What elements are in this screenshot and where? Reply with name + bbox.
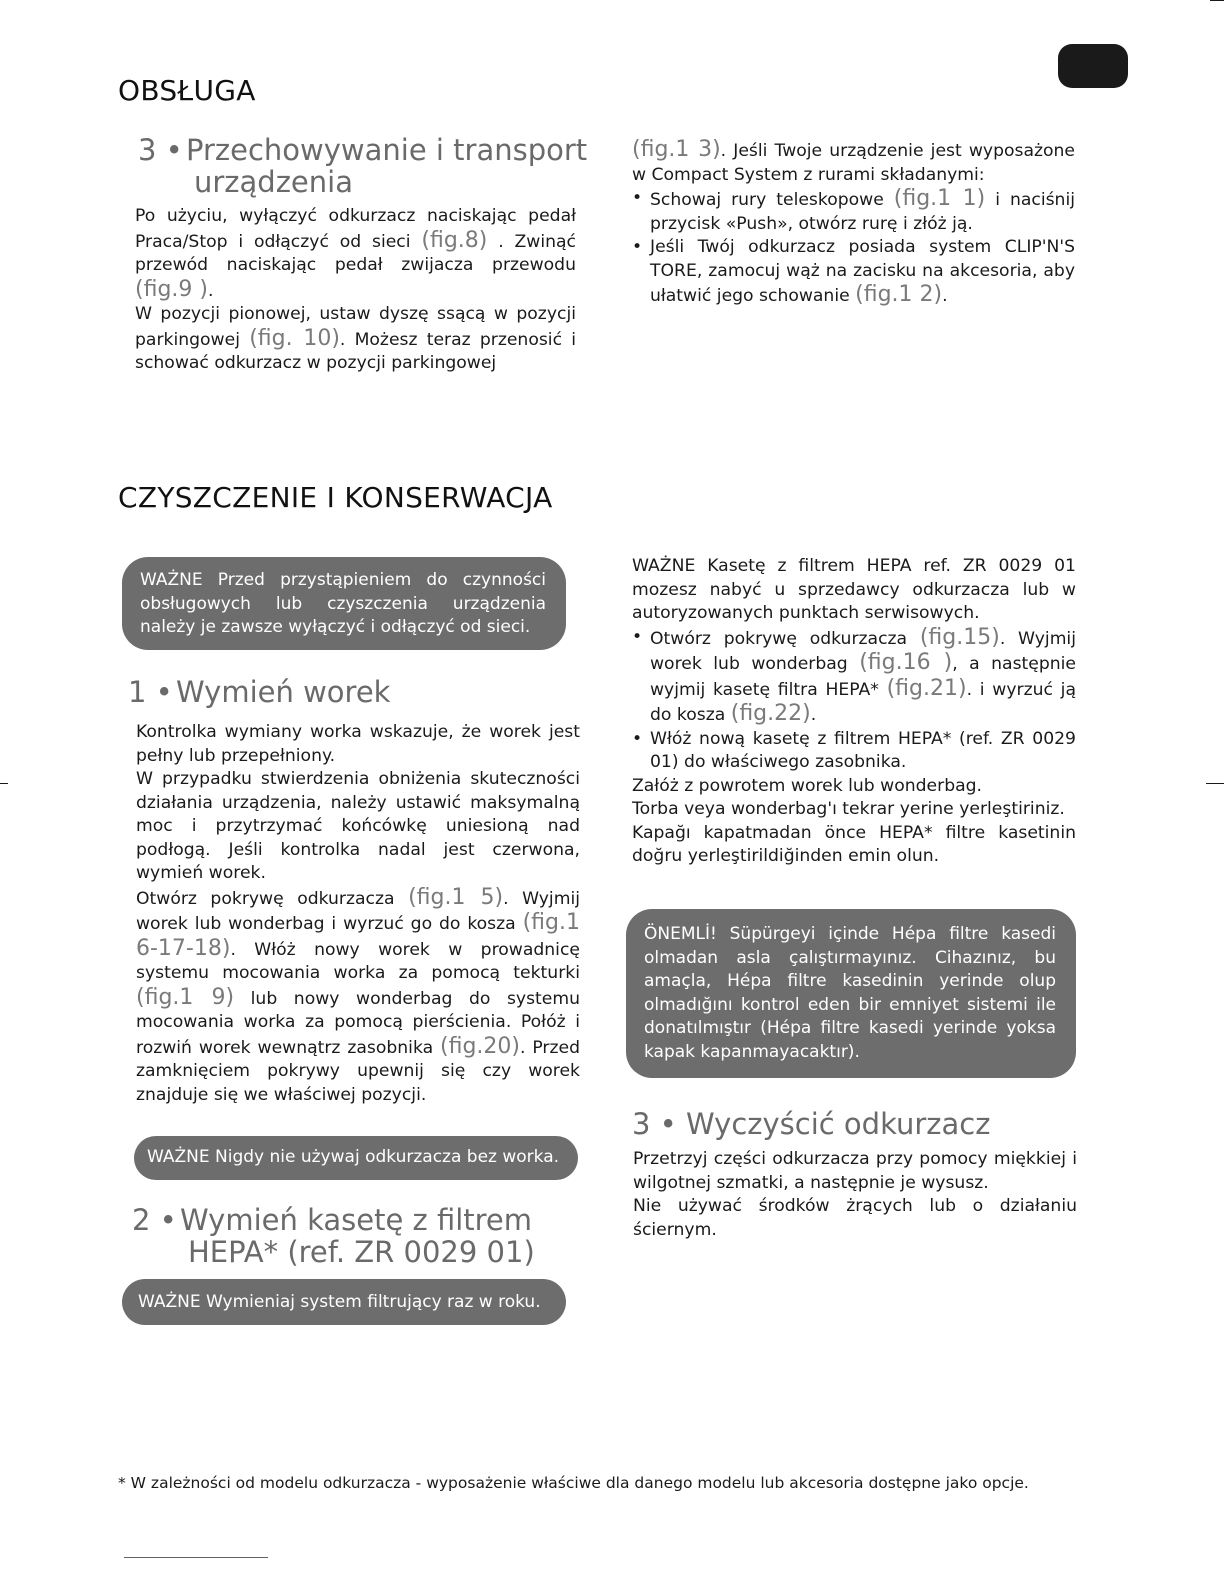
figure-ref: (fig.1 9) [136,984,235,1010]
subsection-title-clean: 3 • Wyczyścić odkurzacz [632,1107,991,1141]
figure-ref: (fig.1 5) [408,884,504,910]
paragraph: Przetrzyj części odkurzacza przy pomocy miękkiej i wilgotnej szmatki, a następnie je wysusz. [633,1149,1077,1193]
figure-ref: (fig.1 3) [632,137,721,162]
figure-ref: (fig.8) [421,227,488,253]
bullet-list [632,626,1076,775]
subsection-number: 2 • [132,1203,177,1237]
clean-text [633,1148,1077,1242]
figure-ref: (fig.1 2) [855,282,943,307]
subsection-title-storage: 3 • Przechowywanie i transport urządzenia [138,133,588,199]
paragraph: W przypadku stwierdzenia obniżenia skuteczności działania urządzenia, należy ustawić maksymalną moc i przytrzymać końcówkę uniesioną nad podłogą. Jeśli kontrolka nadal jest czerwona, wymień worek. [136,769,580,883]
bag-text [136,721,580,1107]
figure-ref: (fig.1 6-17-18) [136,910,580,961]
important-box: WAŻNE Nigdy nie używaj odkurzacza bez worka. [134,1136,578,1180]
paragraph: Torba veya wonderbag'ı tekrar yerine yerleştiriniz. [632,799,1065,819]
paragraph: Nie używać środków żrących lub o działaniu ściernym. [633,1196,1077,1240]
important-box: WAŻNE Wymieniaj system filtrujący raz w roku. [122,1279,566,1325]
list-item: • Schowaj rury teleskopowe (fig.1 1) i naciśnij przycisk «Push», otwórz rurę i złóż ją. [632,187,1075,236]
storage-text-continued [632,138,1075,309]
list-item: • Otwórz pokrywę odkurzacza (fig.15). Wyjmij worek lub wonderbag (fig.16 ), a następnie wyjmij kasetę filtra HEPA* (fig.21). i wyrzuć ją do kosza (fig.22). [632,626,1076,728]
section-title-czyszczenie: CZYSZCZENIE I KONSERWACJA [118,481,553,514]
onemli-box: ÖNEMLİ! Süpürgeyi içinde Hépa filtre kasedi olmadan asla çalıştırmayınız. Cihazınız, bu amaçla, Hépa filtre kasedinin yerinde olup olmadığını kontrol eden bir emniyet sistemi ile donatılmıştır (Hépa filtre kasedi yerinde yoksa kapak kapanmayacaktır). [626,909,1076,1078]
figure-ref: (fig.15) [919,624,1000,650]
language-tab [1058,44,1128,88]
subsection-number: 3 • [138,133,183,167]
subsection-title-bag: 1 • Wymień worek [128,675,391,709]
bullet-list [632,187,1075,309]
figure-ref: (fig.16 ) [859,650,953,675]
figure-ref: (fig.22) [730,701,811,726]
figure-ref: (fig.21) [886,675,967,701]
divider [124,1557,268,1558]
list-item: • Jeśli Twój odkurzacz posiada system CLIP'N'S TORE, zamocuj wąż na zacisku na akcesoria, aby ułatwić jego schowanie (fig.1 2). [632,236,1075,309]
subsection-title-hepa: 2 • Wymień kasetę z filtrem HEPA* (ref. ZR 0029 01) [132,1203,535,1269]
paragraph: Kapağı kapatmadan önce HEPA* filtre kasetinin doğru yerleştirildiğinden emin olun. [632,822,1076,866]
figure-ref: (fig.20) [440,1033,521,1059]
crop-mark [1206,783,1224,784]
figure-ref: (fig.9 ) [135,276,208,302]
hepa-text [632,555,1076,869]
figure-ref: (fig. 10) [249,325,340,351]
figure-ref: (fig.1 1) [893,186,986,211]
storage-text [135,205,576,376]
crop-mark [1210,0,1224,1]
subsection-number: 3 • [632,1107,677,1141]
paragraph: W pozycji pionowej, ustaw dyszę ssącą w pozycji parkingowej (fig. 10). Możesz teraz przenosić i schować odkurzacz w pozycji parkingowej [135,304,577,373]
subsection-number: 1 • [128,675,173,709]
paragraph: WAŻNE Kasetę z filtrem HEPA ref. ZR 0029 01 mozesz nabyć u sprzedawcy odkurzacza lub w autoryzowanych punktach serwisowych. [632,556,1076,623]
paragraph: Załóż z powrotem worek lub wonderbag. [632,775,983,796]
paragraph: Otwórz pokrywę odkurzacza (fig.1 5). Wyjmij worek lub wonderbag i wyrzuć go do kosza (fig.1 6-17-18). Włóż nowy worek w prowadnicę systemu mocowania worka za pomocą tekturki (fig.1 9) lub nowy wonderbag do systemu mocowania worka za pomocą pierścienia. Połóż i rozwiń worek wewnątrz zasobnika (fig.20). Przed zamknięciem pokrywy upewnij się czy worek znajduje się we właściwej pozycji. [136,884,581,1105]
important-box: WAŻNE Przed przystąpieniem do czynności obsługowych lub czyszczenia urządzenia należy je zawsze wyłączyć i odłączyć od sieci. [122,557,566,650]
paragraph: (fig.1 3). Jeśli Twoje urządzenie jest wyposażone w Compact System z rurami składanymi: [632,137,1075,185]
footnote: * W zależności od modelu odkurzacza - wyposażenie właściwe dla danego modelu lub akcesoria dostępne jako opcje. [118,1474,1029,1492]
section-title-obsluga: OBSŁUGA [118,74,256,107]
paragraph: Kontrolka wymiany worka wskazuje, że worek jest pełny lub przepełniony. [136,722,580,766]
list-item: • Włóż nową kasetę z filtrem HEPA* (ref. ZR 0029 01) do właściwego zasobnika. [632,728,1076,775]
paragraph: Po użyciu, wyłączyć odkurzacz naciskając pedał Praca/Stop i odłączyć od sieci (fig.8) . Zwinąć przewód naciskając pedał zwijacza przewodu (fig.9 ). [135,206,576,302]
crop-mark [0,783,8,784]
